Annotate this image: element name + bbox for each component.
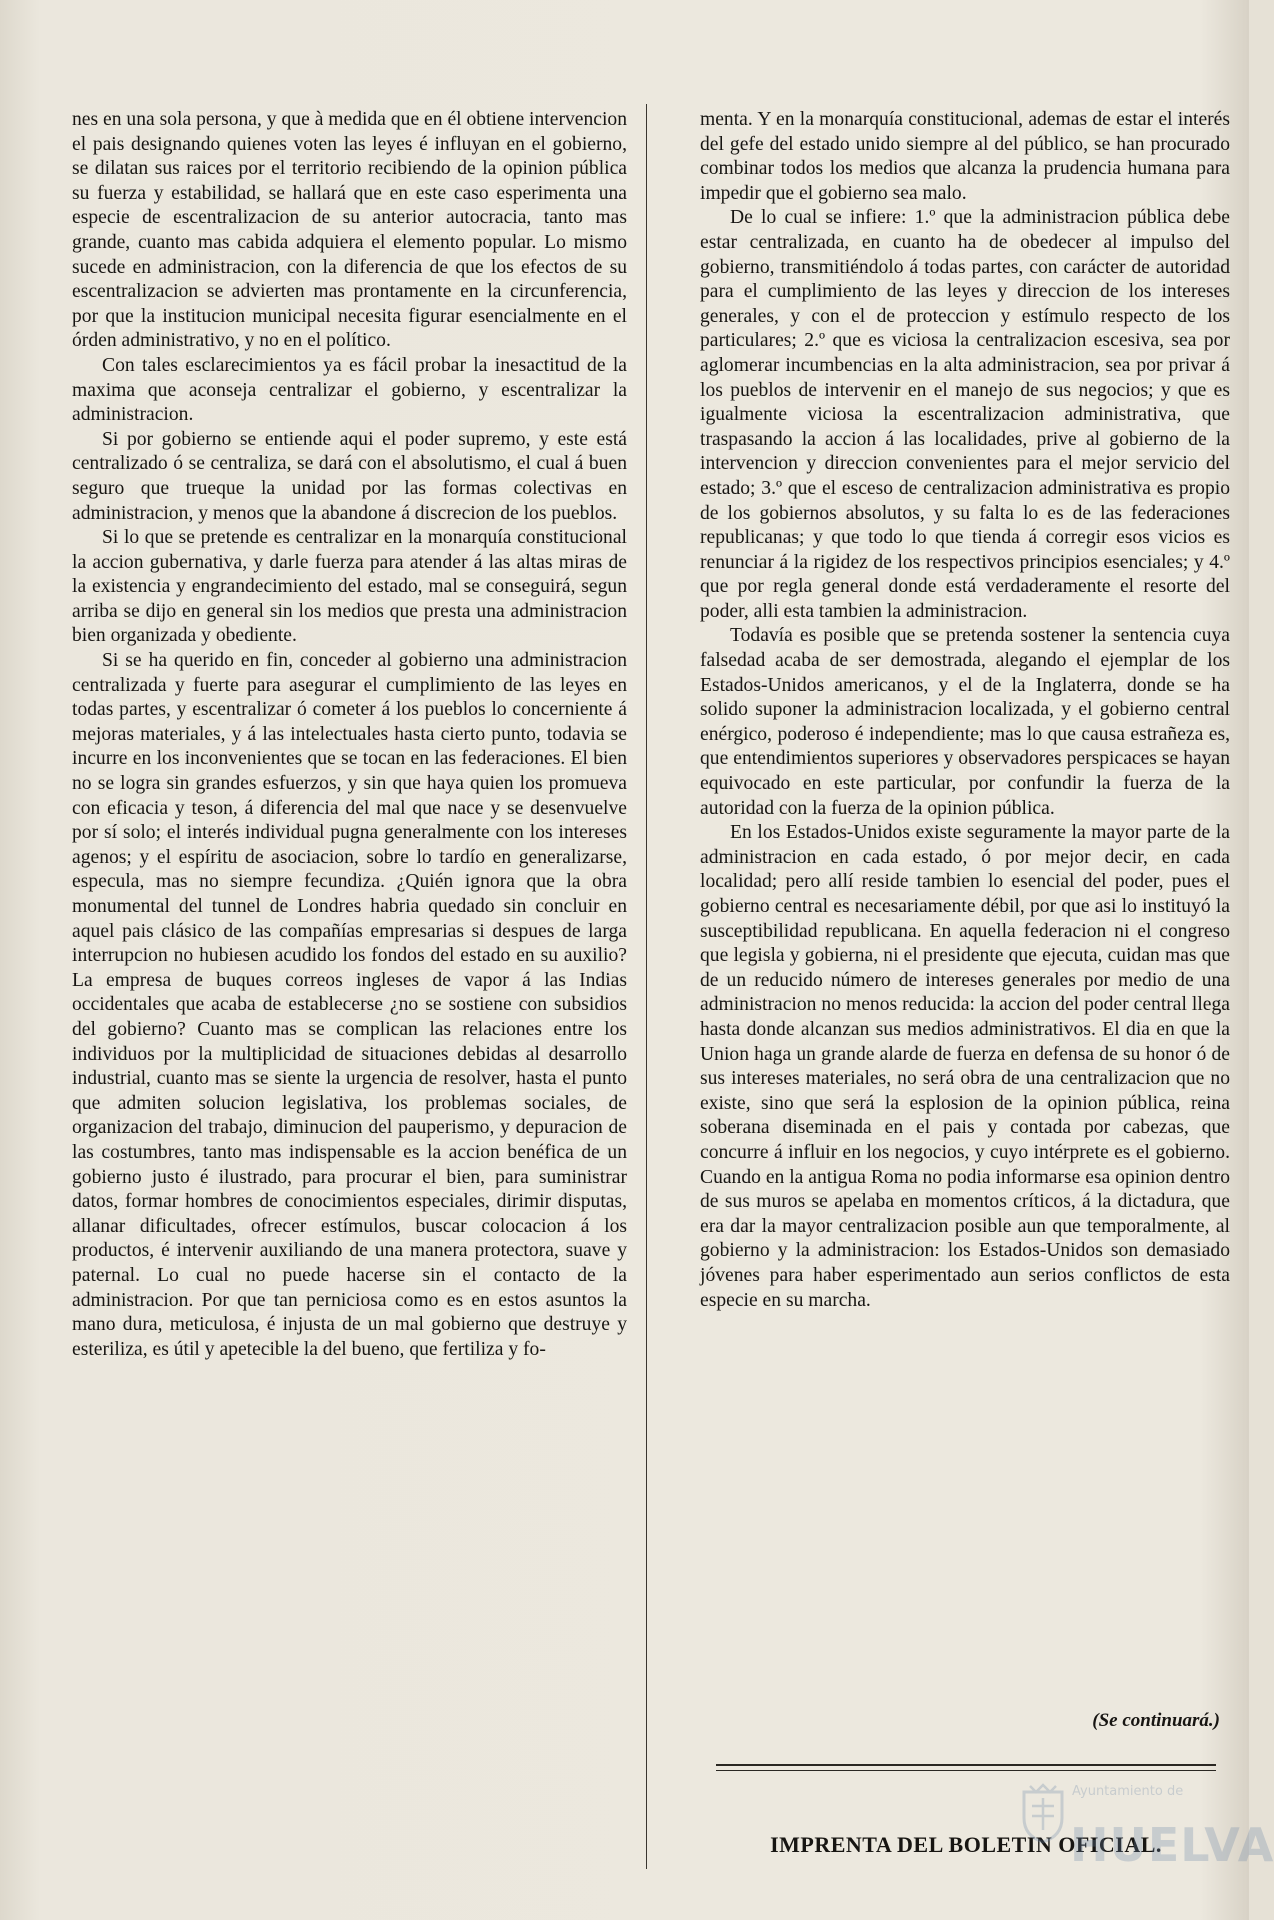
left-column <box>72 108 627 1362</box>
right-column <box>700 108 1230 1313</box>
watermark-brand: HUELVA <box>1070 1818 1274 1872</box>
paragraph: Con tales esclarecimientos ya es fácil probar la inesactitud de la maxima que aconseja centralizar el gobierno, y escentralizar la administracion. <box>72 354 627 426</box>
paragraph: Si se ha querido en fin, conceder al gobierno una administracion centralizada y fuerte para asegurar el cumplimiento de las leyes en todas partes, y escentralizar ó cometer á los pueblos lo concerniente á mejoras materiales, y á las intelectuales hasta cierto punto, todavia se incurre en los inconvenientes que se tocan en las federaciones. El bien no se logra sin grandes esfuerzos, y sin que haya quien los promueva con eficacia y teson, á diferencia del mal que nace y se desenvuelve por sí solo; el interés individual pugna generalmente con los intereses agenos; y el espíritu de asociacion, sobre lo tardío en generalizarse, especula, mas no siempre fecundiza. ¿Quién ignora que la obra monumental del tunnel de Londres habria quedado sin concluir en aquel pais clásico de las compañías empresarias si despues de larga interrupcion no hubiesen acudido los fondos del estado en su auxilio? La empresa de buques correos ingleses de vapor á las Indias occidentales que acaba de establecerse ¿no se sostiene con subsidios del gobierno? Cuanto mas se complican las relaciones entre los individuos por la multiplicidad de situaciones debidas al desarrollo industrial, cuanto mas se siente la urgencia de resolver, hasta el punto que admiten solucion legislativa, los problemas sociales, de organizacion del trabajo, diminucion del pauperismo, y depuracion de las costumbres, tanto mas indispensable es la accion benéfica de un gobierno justo é ilustrado, para procurar el bien, para suministrar datos, formar hombres de conocimientos especiales, dirimir disputas, allanar dificultades, ofrecer estímulos, buscar colocacion á los productos, é intervenir auxiliando de una manera protectora, suave y paternal. Lo cual no puede hacerse sin el contacto de la administracion. Por que tan perniciosa como es en estos asuntos la mano dura, meticulosa, é injusta de un mal gobierno que destruye y esteriliza, es útil y apetecible la del bueno, que fertiliza y fo- <box>72 650 627 1360</box>
paragraph: menta. Y en la monarquía constitucional, ademas de estar el interés del gefe del estado unido siempre al del público, se han procurado combinar todos los medios que alcanza la prudencia humana para impedir que el gobierno sea malo. <box>700 109 1230 204</box>
paragraph: nes en una sola persona, y que à medida que en él obtiene intervencion el pais designando quienes voten las leyes é influyan en el gobierno, se dilatan sus raices por el territorio recibiendo de la opinion pública su fuerza y estabilidad, se hallará que en este caso esperimenta una especie de escentralizacion de su anterior autocracia, tanto mas grande, cuanto mas cabida adquiera el elemento popular. Lo mismo sucede en administracion, con la diferencia de que los efectos de su escentralizacion se advierten mas prontamente en la circunferencia, por que la institucion municipal necesita figurar esencialmente en el órden administrativo, y no en el político. <box>72 109 627 352</box>
paragraph: Todavía es posible que se pretenda sostener la sentencia cuya falsedad acaba de ser demostrada, alegando el ejemplar de los Estados-Unidos americanos, y el de la Inglaterra, donde se ha solido suponer la administracion localizada, y el gobierno central enérgico, poderoso é independiente; mas lo que causa estrañeza es, que entendimientos superiores y observadores perspicaces se hayan equivocado en este particular, por confundir la fuerza de la autoridad con la fuerza de la opinion pública. <box>700 625 1230 819</box>
crest-icon <box>1020 1784 1066 1844</box>
imprint-line: IMPRENTA DEL BOLETIN OFICIAL. <box>770 1832 1162 1857</box>
paragraph: Si lo que se pretende es centralizar en la monarquía constitucional la accion gubernativa, y darle fuerza para atender á las altas miras de la existencia y engrandecimiento del estado, mal se conseguirá, segun arriba se dijo en general sin los medios que presta una administracion bien organizada y obediente. <box>72 527 627 647</box>
watermark-label: Ayuntamiento de <box>1072 1784 1184 1799</box>
paragraph: De lo cual se infiere: 1.º que la administracion pública debe estar centralizada, en cuanto ha de obedecer al impulso del gobierno, transmitiéndolo á todas partes, con carácter de autoridad para el cumplimiento de las leyes y direccion de los intereses generales, y con el de proteccion y estímulo respecto de los particulares; 2.º que es viciosa la centralizacion escesiva, sea por aglomerar incumbencias en la alta administracion, sea por privar á los pueblos de intervenir en el manejo de sus negocios; y que es igualmente viciosa la escentralizacion administrativa, que traspasando la accion á las localidades, prive al gobierno de la intervencion y direccion convenientes para el mejor servicio del estado; 3.º que el esceso de centralizacion administrativa es propio de los gobiernos absolutos, y su falta lo es de las federaciones republicanas; y que todo lo que tienda á corregir esos vicios es renunciar á la rigidez de los respectivos principios esenciales; y 4.º que por regla general donde está verdaderamente el resorte del poder, alli esta tambien la administracion. <box>700 207 1230 622</box>
paragraph: En los Estados-Unidos existe seguramente la mayor parte de la administracion en cada estado, ó por mejor decir, en cada localidad; pero allí reside tambien lo esencial del poder, pues el gobierno central es necesariamente débil, por que asi lo instituyó la susceptibilidad republicana. En aquella federacion ni el congreso que legisla y gobierna, ni el presidente que ejecuta, cuidan mas que de un reducido número de intereses generales por medio de una administracion no menos reducida: la accion del poder central llega hasta donde alcanzan sus medios administrativos. El dia en que la Union haga un grande alarde de fuerza en defensa de su honor ó de sus intereses materiales, no será obra de una centralizacion que no existe, sino que será la esplosion de la opinion pública, reina soberana diseminada en el pais y contada por cabezas, que concurre á influir en los negocios, y cuyo intérprete es el gobierno. Cuando en la antigua Roma no podia informarse esa opinion dentro de sus muros se apelaba en momentos críticos, á la dictadura, que era dar la mayor centralizacion posible aun que temporalmente, al gobierno y la administracion: los Estados-Unidos son demasiado jóvenes para haber esperimentado aun serios conflictos de esta especie en su marcha. <box>700 822 1230 1311</box>
column-divider <box>646 104 647 1869</box>
footer-rule-thin <box>716 1770 1216 1771</box>
watermark <box>1020 1776 1274 1896</box>
footer-rule <box>716 1764 1216 1766</box>
paragraph: Si por gobierno se entiende aqui el poder supremo, y este está centralizado ó se centraliza, se dará con el absolutismo, el cual á buen seguro que trueque la unidad por las formas colectivas en administracion, y menos que la abandone á discrecion de los pueblos. <box>72 428 627 524</box>
continued-note: (Se continuará.) <box>1092 1710 1220 1731</box>
